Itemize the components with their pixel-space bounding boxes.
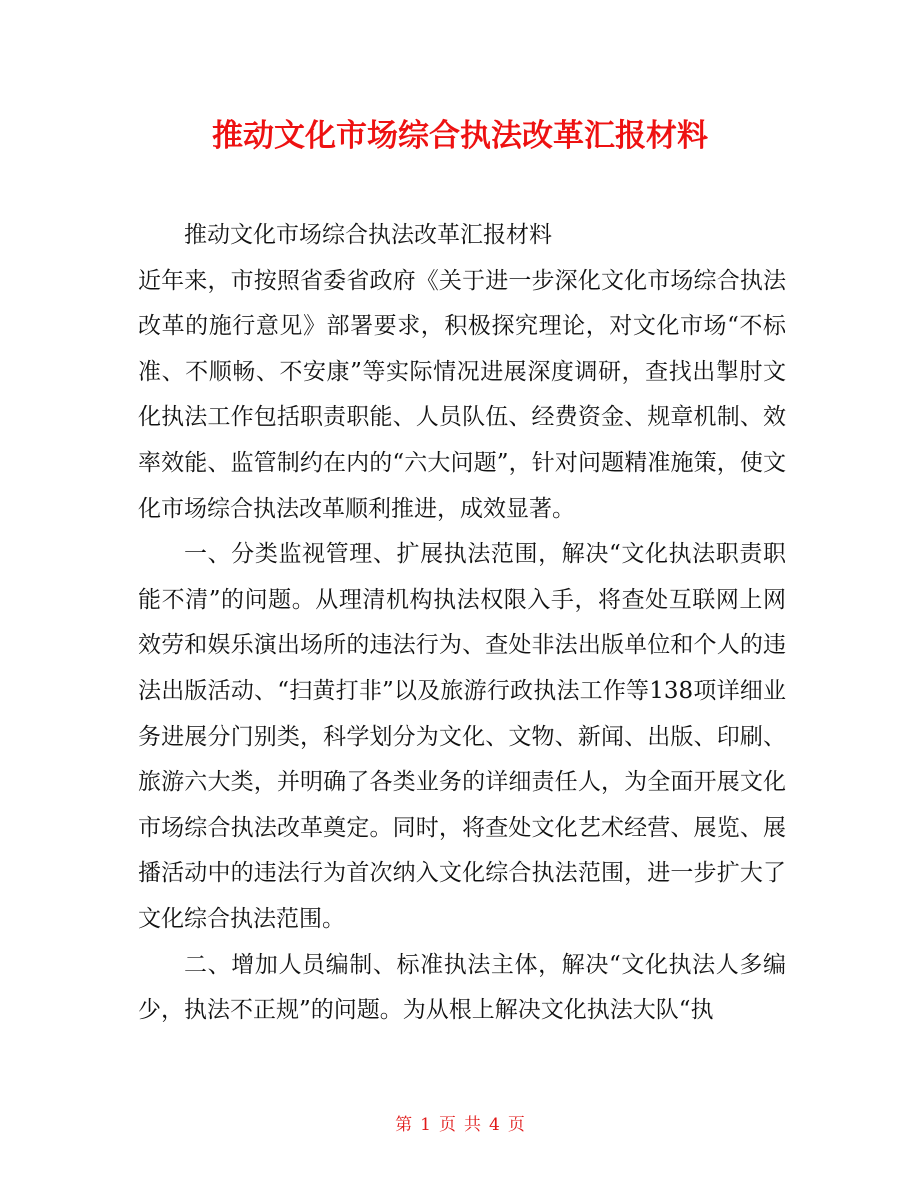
- paragraph-section-2: 二、增加人员编制、标准执法主体，解决“文化执法人多编少，执法不正规”的问题。为从根上解决文化执法大队“执: [138, 951, 786, 1024]
- paragraph-heading: 推动文化市场综合执法改革汇报材料: [184, 222, 552, 248]
- footer-total-label: 共: [464, 1115, 481, 1135]
- footer-suffix: 页: [507, 1115, 525, 1135]
- page-footer: [0, 1113, 920, 1137]
- footer-page-number: 1: [420, 1115, 431, 1135]
- footer-page-label: 页: [439, 1115, 456, 1135]
- document-title: 推动文化市场综合执法改革汇报材料: [212, 118, 708, 154]
- document-body: [138, 213, 786, 1034]
- footer-total-pages: 4: [489, 1115, 500, 1135]
- paragraph-intro: 近年来，市按照省委省政府《关于进一步深化文化市场综合执法改革的施行意见》部署要求，积极探究理论，对文化市场“不标准、不顺畅、不安康”等实际情况进展深度调研，查找出掣肘文化执法工作包括职责职能、人员队伍、经费资金、规章机制、效率效能、监管制约在内的“六大问题”，针对问题精准施策，使文化市场综合执法改革顺利推进，成效显著。: [138, 267, 786, 522]
- footer-prefix: 第: [395, 1115, 413, 1135]
- paragraph-section-1: 一、分类监视管理、扩展执法范围，解决“文化执法职责职能不清”的问题。从理清机构执法权限入手，将查处互联网上网效劳和娱乐演出场所的违法行为、查处非法出版单位和个人的违法出版活动、“扫黄打非”以及旅游行政执法工作等138项详细业务进展分门别类，科学划分为文化、文物、新闻、出版、印刷、旅游六大类，并明确了各类业务的详细责任人，为全面开展文化市场综合执法改革奠定。同时，将查处文化艺术经营、展览、展播活动中的违法行为首次纳入文化综合执法范围，进一步扩大了文化综合执法范围。: [138, 541, 786, 932]
